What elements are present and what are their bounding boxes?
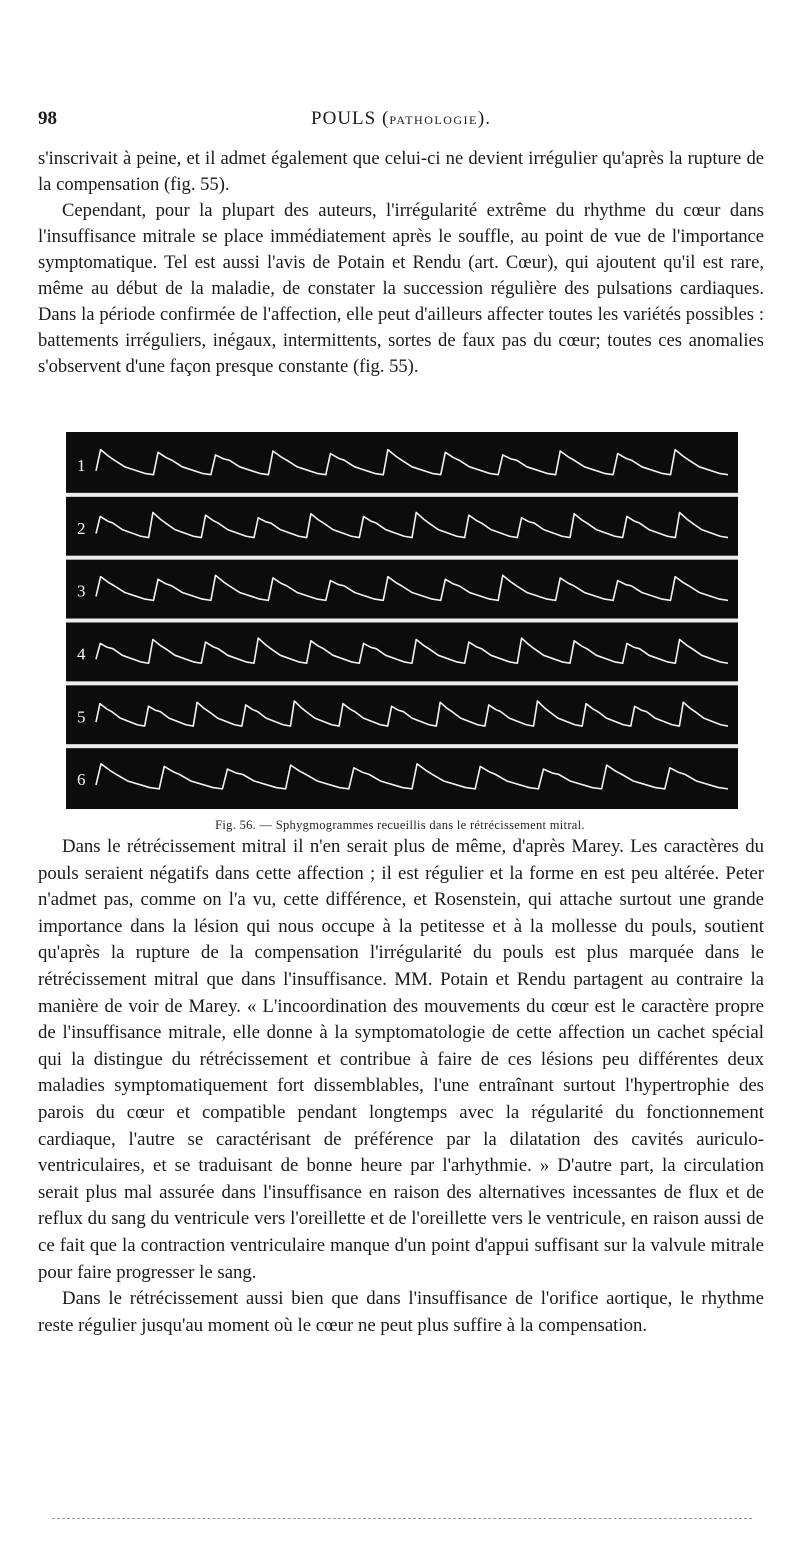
trace-label: 6	[77, 770, 86, 790]
sphygmogram-figure	[66, 432, 738, 809]
figure-caption: Fig. 56. — Sphygmogrammes recueillis dans le rétrécissement mitral.	[215, 818, 585, 832]
strip-separator	[66, 744, 738, 748]
paragraph: Dans le rétrécissement mitral il n'en serait plus de même, d'après Marey. Les caractères du pouls seraient négatifs dans cette affection ; il est régulier et la forme en est peu altérée. Peter n'admet pas, comme on l'a vu, cette différence, et Rosenstein, qui attache surtout une grande importance dans la lésion qui nous occupe à la petitesse et à la mollesse du pouls, soutient qu'après la rupture de la compensation l'irrégularité du pouls est plus marquée dans le rétrécissement mitral que dans l'insuffisance. MM. Potain et Rendu partagent au contraire la manière de voir de Marey. « L'incoordination des mouvements du cœur est le caractère propre de l'insuffisance mitrale, elle donne à la symptomatologie de cette affection un cachet spécial qui la distingue du rétrécissement et contribue à faire de ces lésions peu différentes deux maladies symptomatiquement fort dissemblables, l'une entraînant surtout l'hypertrophie des parois du cœur et compatible pendant longtemps avec la régularité du fonctionnement cardiaque, l'autre se caractérisant de préférence par la dilatation des cavités auriculo-ventriculaires, et se traduisant de bonne heure par l'arhythmie. » D'autre part, la circulation serait plus mal assurée dans l'insuffisance en raison des alternatives incessantes de flux et de reflux du sang du ventricule vers l'oreillette et de l'oreillette vers le ventricule, en raison aussi de ce fait que la contraction ventriculaire manque d'un point d'appui suffisant sur la valvule mitrale pour faire progresser le sang.	[38, 836, 764, 1283]
trace-label: 1	[77, 455, 86, 475]
pulse-trace	[96, 512, 728, 537]
paragraph: Dans le rétrécissement aussi bien que dans l'insuffisance de l'orifice aortique, le rhythme reste régulier jusqu'au moment où le cœur ne peut plus suffire à la compensation.	[38, 1288, 764, 1336]
running-head	[38, 108, 764, 130]
running-head-title: POULS (	[311, 108, 390, 129]
trace-label: 5	[77, 707, 86, 727]
strip-separator	[66, 619, 738, 623]
pulse-trace	[96, 450, 728, 475]
page-header	[38, 108, 764, 136]
body-text-bottom	[38, 834, 764, 1339]
strip-separator	[66, 493, 738, 497]
body-text-top	[38, 146, 764, 380]
trace-label: 3	[77, 581, 86, 601]
page-number: 98	[38, 108, 57, 129]
paragraph: s'inscrivait à peine, et il admet également que celui-ci ne devient irrégulier qu'après la rupture de la compensation (fig. 55).	[38, 148, 764, 195]
pulse-trace	[96, 638, 728, 663]
running-head-subtitle: PATHOLOGIE	[389, 113, 478, 127]
paragraph: Cependant, pour la plupart des auteurs, l'irrégularité extrême du rhythme du cœur dans l'insuffisance mitrale se place immédiatement après le souffle, au point de vue de l'importance symptomatique. Tel est aussi l'avis de Potain et Rendu (art. Cœur), qui ajoutent qu'il est rare, même au début de la maladie, de constater la succession régulière des pulsations cardiaques. Dans la période confirmée de l'affection, elle peut d'ailleurs affecter toutes les variétés possibles : battements irréguliers, inégaux, intermittents, sortes de faux pas du cœur; toutes ces anomalies s'observent d'une façon presque constante (fig. 55).	[38, 200, 764, 377]
trace-label: 4	[77, 644, 86, 664]
pulse-trace	[96, 764, 728, 789]
strip-separator	[66, 681, 738, 685]
footer-rule	[52, 1518, 752, 1519]
strip-separator	[66, 556, 738, 560]
running-head-end: ).	[477, 108, 491, 129]
trace-label: 2	[77, 518, 86, 538]
pulse-trace	[96, 575, 728, 600]
sphygmogram-traces	[66, 432, 738, 809]
pulse-trace	[96, 701, 728, 726]
